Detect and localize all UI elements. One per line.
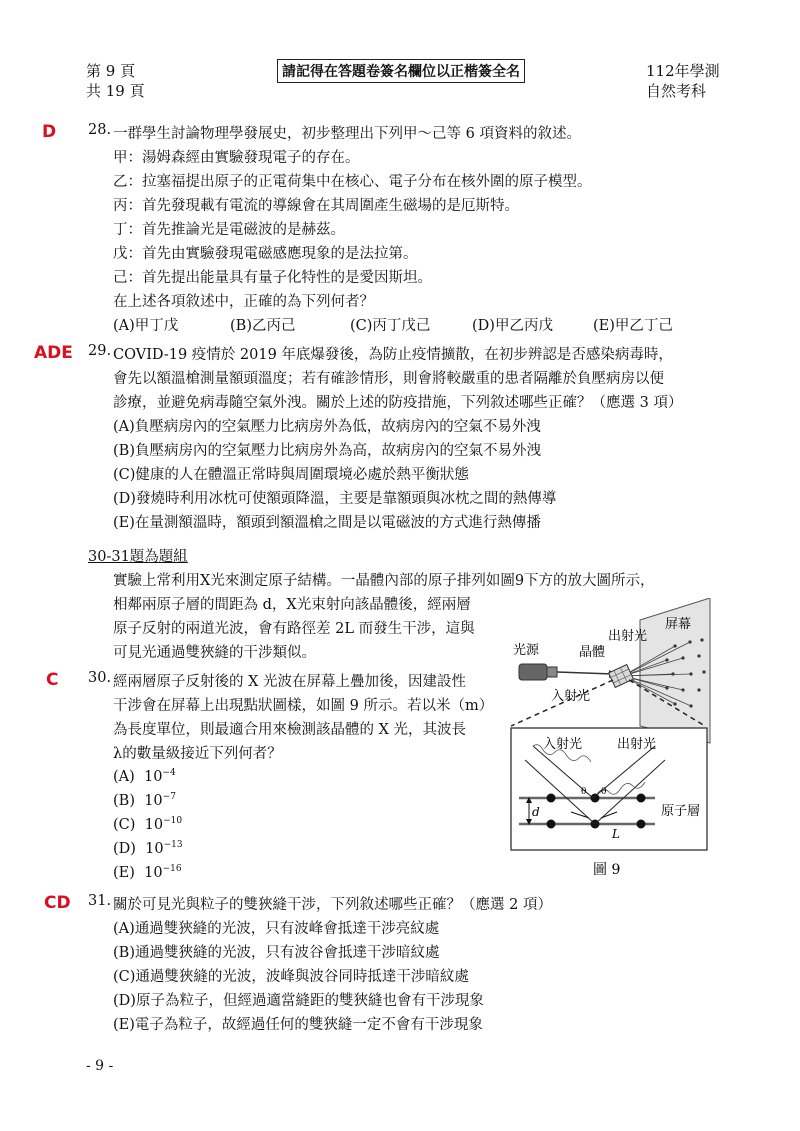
label-light-source: 光源: [513, 643, 540, 658]
q28-number: 28.: [88, 122, 112, 138]
q31-option-a[interactable]: (A)通過雙狹縫的光波，只有波峰會抵達干涉亮紋處: [113, 921, 440, 937]
figure-caption: 圖 9: [593, 862, 621, 878]
q29-stem: 診療，並避免病毒隨空氣外洩。關於上述的防疫措施，下列敘述哪些正確？（應選 3 項）: [113, 395, 683, 411]
q29-option-c[interactable]: (C)健康的人在體溫正常時與周圍環境必處於熱平衡狀態: [113, 467, 469, 483]
q31-answer: CD: [44, 893, 71, 913]
q28-option-e[interactable]: (E)甲乙丁己: [593, 318, 673, 334]
incident-beam: [557, 672, 613, 674]
q29-option-a[interactable]: (A)負壓病房內的空氣壓力比病房外為低，故病房內的空氣不易外洩: [113, 419, 541, 435]
exam-year: 112年學測: [646, 62, 720, 80]
q28-ask: 在上述各項敘述中，正確的為下列何者？: [113, 294, 374, 310]
q28-item: 甲：湯姆森經由實驗發現電子的存在。: [113, 150, 360, 166]
q29-number: 29.: [88, 343, 112, 359]
crystal: [609, 665, 634, 688]
q28-option-d[interactable]: (D)甲乙丙戊: [472, 318, 553, 334]
q31-stem: 關於可見光與粒子的雙狹縫干涉，下列敘述哪些正確？（應選 2 項）: [113, 897, 552, 913]
q28-item: 乙：拉塞福提出原子的正電荷集中在核心、電子分布在核外圍的原子模型。: [113, 174, 592, 190]
light-source-body: [519, 664, 547, 680]
total-pages: 共 19 頁: [86, 82, 145, 100]
label-d: d: [532, 805, 540, 819]
label-screen: 屏幕: [665, 617, 692, 632]
label-theta-2: θ: [601, 787, 607, 797]
q28-item: 己：首先提出能量具有量子化特性的是愛因斯坦。: [113, 270, 432, 286]
label-outgoing-top: 出射光: [608, 629, 648, 644]
q29-option-b[interactable]: (B)負壓病房內的空氣壓力比病房外為高，故病房內的空氣不易外洩: [113, 443, 541, 459]
q30-option-c[interactable]: (C) $10^{-10}$: [113, 816, 183, 833]
label-incident-zoom: 入射光: [543, 737, 583, 752]
q29-option-d[interactable]: (D)發燒時利用冰枕可使額頭降溫，主要是靠額頭與冰枕之間的熱傳導: [113, 491, 557, 507]
q29-answer: ADE: [34, 343, 73, 363]
q31-option-d[interactable]: (D)原子為粒子，但經過適當縫距的雙狹縫也會有干涉現象: [113, 993, 484, 1009]
zoom-line-left: [511, 680, 613, 726]
label-theta-1: θ: [581, 787, 587, 797]
q30-stem: 干涉會在屏幕上出現點狀圖樣，如圖 9 所示。若以米（m）: [113, 698, 494, 714]
q30-stem: λ的數量級接近下列何者？: [113, 746, 282, 762]
q30-option-e[interactable]: (E) $10^{-16}$: [113, 864, 182, 881]
q28-answer: D: [42, 122, 57, 142]
footer-page: - 9 -: [86, 1058, 114, 1074]
q30-option-d[interactable]: (D) $10^{-13}$: [113, 840, 183, 857]
q28-option-a[interactable]: (A)甲丁戊: [113, 318, 179, 334]
label-L: L: [612, 827, 620, 841]
q30-number: 30.: [88, 670, 112, 686]
page-number: 第 9 頁: [86, 62, 136, 80]
q29-option-e[interactable]: (E)在量測額溫時，額頭到額溫槍之間是以電磁波的方式進行熱傳播: [113, 515, 541, 531]
group-intro: 相鄰兩原子層的間距為 d，X光束射向該晶體後，經兩層: [113, 597, 471, 613]
q31-option-b[interactable]: (B)通過雙狹縫的光波，只有波谷會抵達干涉暗紋處: [113, 945, 440, 961]
figure-9: [505, 598, 725, 888]
label-incident-top: 入射光: [551, 689, 591, 704]
q30-stem: 經兩層原子反射後的 X 光波在屏幕上疊加後，因建設性: [113, 674, 467, 690]
q28-item: 戊：首先由實驗發現電磁感應現象的是法拉第。: [113, 246, 418, 262]
q28-option-b[interactable]: (B)乙丙己: [230, 318, 296, 334]
light-source-nozzle: [547, 667, 557, 677]
q29-stem: COVID-19 疫情於 2019 年底爆發後，為防止疫情擴散，在初步辨認是否感染病毒時，: [113, 347, 673, 363]
label-crystal: 晶體: [579, 645, 606, 660]
q30-option-a[interactable]: (A) $10^{-4}$: [113, 768, 176, 785]
q28-stem: 一群學生討論物理學發展史，初步整理出下列甲～己等 6 項資料的敘述。: [113, 126, 581, 142]
q31-option-e[interactable]: (E)電子為粒子，故經過任何的雙狹縫一定不會有干涉現象: [113, 1017, 483, 1033]
group-title: 30-31題為題組: [88, 549, 188, 565]
q31-number: 31.: [88, 893, 112, 909]
q31-option-c[interactable]: (C)通過雙狹縫的光波，波峰與波谷同時抵達干涉暗紋處: [113, 969, 469, 985]
label-outgoing-zoom: 出射光: [617, 737, 657, 752]
q28-item: 丁：首先推論光是電磁波的是赫茲。: [113, 222, 345, 238]
q30-stem: 為長度單位，則最適合用來檢測該晶體的 X 光，其波長: [113, 722, 467, 738]
group-intro: 實驗上常利用X光來測定原子結構。一晶體內部的原子排列如圖9下方的放大圖所示，: [113, 573, 655, 589]
exam-subject: 自然考科: [646, 82, 707, 100]
group-intro: 原子反射的兩道光波，會有路徑差 2L 而發生干涉，這與: [113, 621, 475, 637]
group-intro: 可見光通過雙狹縫的干涉類似。: [113, 645, 316, 661]
q30-answer: C: [46, 670, 59, 690]
q28-option-c[interactable]: (C)丙丁戊己: [350, 318, 431, 334]
q30-option-b[interactable]: (B) $10^{-7}$: [113, 792, 176, 809]
q28-item: 丙：首先發現載有電流的導線會在其周圍產生磁場的是厄斯特。: [113, 198, 519, 214]
signature-banner: 請記得在答題卷簽名欄位以正楷簽全名: [277, 59, 525, 83]
label-atom-layer: 原子層: [661, 804, 701, 819]
q29-stem: 會先以額溫槍測量額頭溫度；若有確診情形，則會將較嚴重的患者隔離於負壓病房以便: [113, 371, 664, 387]
